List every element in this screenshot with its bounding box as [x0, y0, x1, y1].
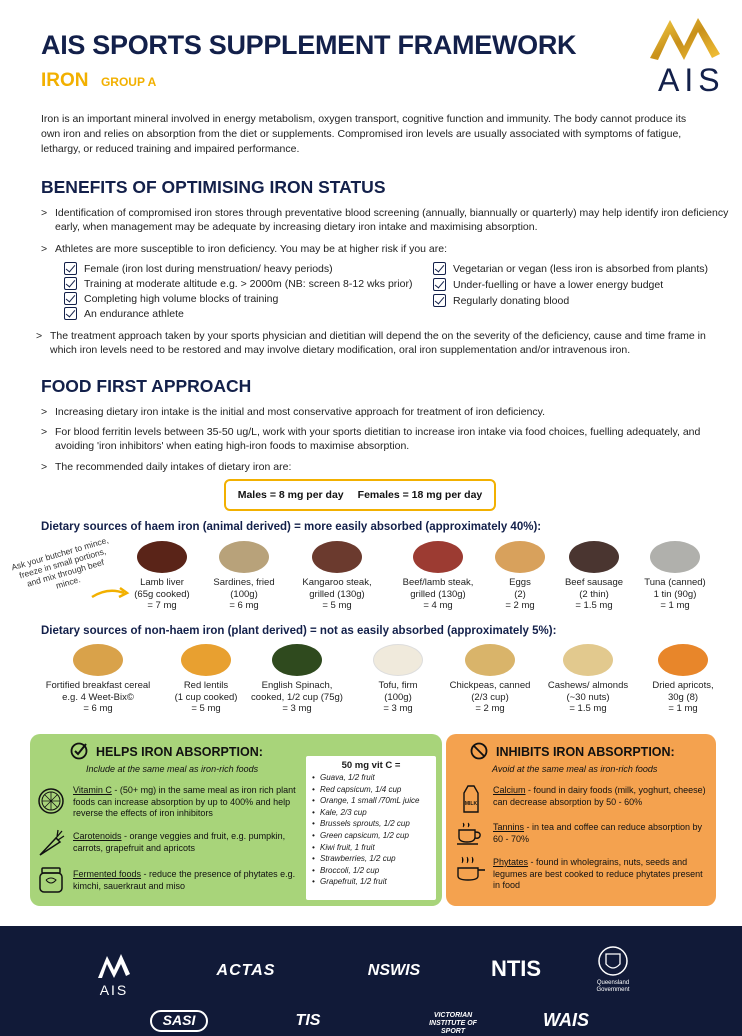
list-item: • Orange, 1 small /70mL juice — [312, 795, 430, 807]
list-item: • Kale, 2/3 cup — [312, 807, 430, 819]
list-item: • Grapefruit, 1/2 fruit — [312, 876, 430, 888]
males-intake: Males = 8 mg per day — [237, 489, 344, 501]
risk-item: Vegetarian or vegan (less iron is absorbed from plants) — [433, 262, 708, 276]
beef-steak-image — [413, 541, 463, 573]
queensland-crest-icon — [596, 944, 630, 978]
supplement-group: GROUP A — [100, 75, 157, 89]
prohibited-icon — [470, 742, 488, 760]
haem-heading: Dietary sources of haem iron (animal derived) = more easily absorbed (approximately 40%): — [41, 521, 542, 533]
vitamin-c-list — [312, 772, 430, 888]
jar-icon — [38, 866, 64, 894]
risk-item: Under-fuelling or have a lower energy budget — [433, 278, 663, 292]
helps-item-carotenoids: Carotenoids - orange veggies and fruit, e.g. pumpkin, carrots, grapefruit and apricots — [73, 831, 286, 853]
helps-item-vitamin-c: Vitamin C - (50+ mg) in the same meal as iron rich plant foods can increase absorption by up to 400% and help reverse the effects of iron inhibitors — [73, 785, 296, 818]
page-title: AIS SPORTS SUPPLEMENT FRAMEWORK — [41, 30, 577, 60]
inhibits-item-phytates: Phytates - found in wholegrains, nuts, seeds and legumes are best cooked to reduce phytates present in food — [493, 857, 703, 890]
list-item: • Brussels sprouts, 1/2 cup — [312, 818, 430, 830]
ais-logo-text: AIS — [658, 62, 725, 98]
nonhaem-food-item: Dried apricots, 30g (8) = 1 mg — [635, 644, 731, 715]
nonhaem-heading: Dietary sources of non-haem iron (plant derived) = not as easily absorbed (approximately 5%): — [41, 625, 557, 637]
checkbox-icon — [64, 277, 77, 290]
list-item: • Strawberries, 1/2 cup — [312, 853, 430, 865]
risk-item: Completing high volume blocks of training — [64, 292, 278, 306]
haem-food-item: Sardines, fried (100g) = 6 mg — [196, 541, 292, 612]
checkbox-icon — [433, 294, 446, 307]
kangaroo-steak-image — [312, 541, 362, 573]
checkbox-icon — [64, 262, 77, 275]
helps-subtitle: Include at the same meal as iron-rich foods — [86, 764, 259, 774]
helps-item-fermented: Fermented foods - reduce the presence of phytates e.g. kimchi, sauerkraut and miso — [73, 869, 296, 891]
red-lentils-image — [181, 644, 231, 676]
food-first-bullet-initial: > Increasing dietary iron intake is the initial and most conservative approach for treatment of iron deficiency. — [41, 405, 731, 419]
partner-logos-footer — [0, 926, 742, 1036]
haem-food-item: Lamb liver (65g cooked) = 7 mg — [114, 541, 210, 612]
risk-item: Training at moderate altitude e.g. > 2000m (NB: screen 8-12 wks prior) — [64, 277, 412, 291]
page-subtitle — [41, 70, 156, 92]
tis-logo: TIS — [295, 1012, 321, 1029]
intro-paragraph: Iron is an important mineral involved in energy metabolism, oxygen transport, cognitive function and immunity. The body cannot produce its own iron and relies on absorption from the diet or supplements. Compromised iron levels are usually associated with symptoms of fatigue, lethargy, or reduced training and impaired performance. — [41, 113, 687, 155]
check-circle-icon — [70, 742, 88, 760]
lamb-liver-image — [137, 541, 187, 573]
cashews-almonds-image — [563, 644, 613, 676]
supplement-name: IRON — [41, 70, 89, 91]
vitamin-c-list-box — [306, 756, 436, 900]
helps-title: HELPS IRON ABSORPTION: — [96, 745, 263, 759]
vitamin-c-heading: 50 mg vit C = — [341, 760, 401, 771]
females-intake: Females = 18 mg per day — [357, 489, 483, 501]
butcher-note: Ask your butcher to mince, freeze in small portions, and mix through beef mince. — [10, 534, 110, 591]
breakfast-cereal-image — [73, 644, 123, 676]
benefits-heading: BENEFITS OF OPTIMISING IRON STATUS — [41, 177, 386, 197]
list-item: • Guava, 1/2 fruit — [312, 772, 430, 784]
inhibits-subtitle: Avoid at the same meal as iron-rich foods — [492, 764, 658, 774]
checkbox-icon — [64, 292, 77, 305]
tea-cup-icon — [456, 820, 484, 846]
svg-text:MILK: MILK — [464, 801, 478, 807]
ais-footer-logo-icon — [96, 952, 132, 980]
orange-slice-icon — [36, 786, 66, 816]
haem-food-item: Beef/lamb steak, grilled (130g) = 4 mg — [390, 541, 486, 612]
list-item: • Kiwi fruit, 1 fruit — [312, 842, 430, 854]
checkbox-icon — [433, 262, 446, 275]
dried-apricots-image — [658, 644, 708, 676]
milk-carton-icon — [460, 784, 482, 814]
nonhaem-food-item: English Spinach, cooked, 1/2 cup (75g) = 3 mg — [242, 644, 352, 715]
beef-sausage-image — [569, 541, 619, 573]
checkbox-icon — [64, 307, 77, 320]
haem-food-item: Tuna (canned) 1 tin (90g) = 1 mg — [627, 541, 723, 612]
sasi-logo: SASI — [162, 1012, 196, 1028]
list-item: • Red capsicum, 1/4 cup — [312, 784, 430, 796]
nonhaem-food-item: Cashews/ almonds (~30 nuts) = 1.5 mg — [540, 644, 636, 715]
actas-logo: ACTAS — [216, 962, 276, 979]
inhibits-item-calcium: Calcium - found in dairy foods (milk, yoghurt, cheese) can decrease absorption by 50 - 60% — [493, 785, 706, 807]
ntis-logo: NTIS — [490, 956, 542, 981]
risk-item: Regularly donating blood — [433, 294, 569, 308]
list-item: • Green capsicum, 1/2 cup — [312, 830, 430, 842]
spinach-image — [272, 644, 322, 676]
tofu-image — [373, 644, 423, 676]
benefits-bullet-screening: > Identification of compromised iron stores through preventative blood screening (annually, biannually or quarterly) may help identify iron deficiency early, when management may be adequate by increasing dietary iron intake and maximising absorption. — [41, 206, 731, 234]
food-first-bullet-intake: > The recommended daily intakes of dietary iron are: — [41, 460, 731, 474]
list-item: • Broccoli, 1/2 cup — [312, 865, 430, 877]
nonhaem-food-item: Red lentils (1 cup cooked) = 5 mg — [158, 644, 254, 715]
ais-footer-logo: AIS — [99, 982, 129, 998]
benefits-bullet-risk: > Athletes are more susceptible to iron deficiency. You may be at higher risk if you are: — [41, 242, 731, 256]
tuna-can-image — [650, 541, 700, 573]
risk-item: Female (iron lost during menstruation/ heavy periods) — [64, 262, 333, 276]
haem-food-item: Eggs (2) = 2 mg — [472, 541, 568, 612]
checkbox-icon — [433, 278, 446, 291]
eggs-image — [495, 541, 545, 573]
queensland-government-logo: Queensland Government — [596, 980, 630, 993]
inhibits-title: INHIBITS IRON ABSORPTION: — [496, 745, 675, 759]
nonhaem-food-item: Fortified breakfast cereal e.g. 4 Weet-Bix© = 6 mg — [36, 644, 160, 715]
victorian-institute-logo: VICTORIAN INSTITUTE OF SPORT — [429, 1012, 477, 1035]
inhibits-item-tannins: Tannins - in tea and coffee can reduce absorption by 60 - 70% — [493, 822, 702, 844]
sardines-image — [219, 541, 269, 573]
nswis-logo: NSWIS — [367, 962, 421, 979]
cooking-pot-icon — [454, 854, 486, 882]
food-first-bullet-ferritin: > For blood ferritin levels between 35-50 ug/L, work with your sports dietitian to increase iron intake via food choices, fuelling adequately, and avoiding 'iron inhibitors' when eating high-iron foods to maximise absorption. — [41, 425, 731, 453]
benefits-bullet-treatment: > The treatment approach taken by your sports physician and dietitian will depend the on the severity of the deficiency, cause and time frame in which iron levels need to be restored and may involve dietary modification, oral iron supplementation and/or intravenous iron. — [36, 329, 726, 357]
haem-food-item: Beef sausage (2 thin) = 1.5 mg — [546, 541, 642, 612]
carrot-icon — [36, 828, 66, 858]
nonhaem-food-item: Chickpeas, canned (2/3 cup) = 2 mg — [442, 644, 538, 715]
nonhaem-food-item: Tofu, firm (100g) = 3 mg — [350, 644, 446, 715]
daily-intake-box — [224, 479, 496, 511]
chickpeas-image — [465, 644, 515, 676]
food-first-heading: FOOD FIRST APPROACH — [41, 376, 252, 396]
risk-item: An endurance athlete — [64, 307, 184, 321]
haem-food-item: Kangaroo steak, grilled (130g) = 5 mg — [289, 541, 385, 612]
wais-logo: WAIS — [542, 1010, 589, 1030]
